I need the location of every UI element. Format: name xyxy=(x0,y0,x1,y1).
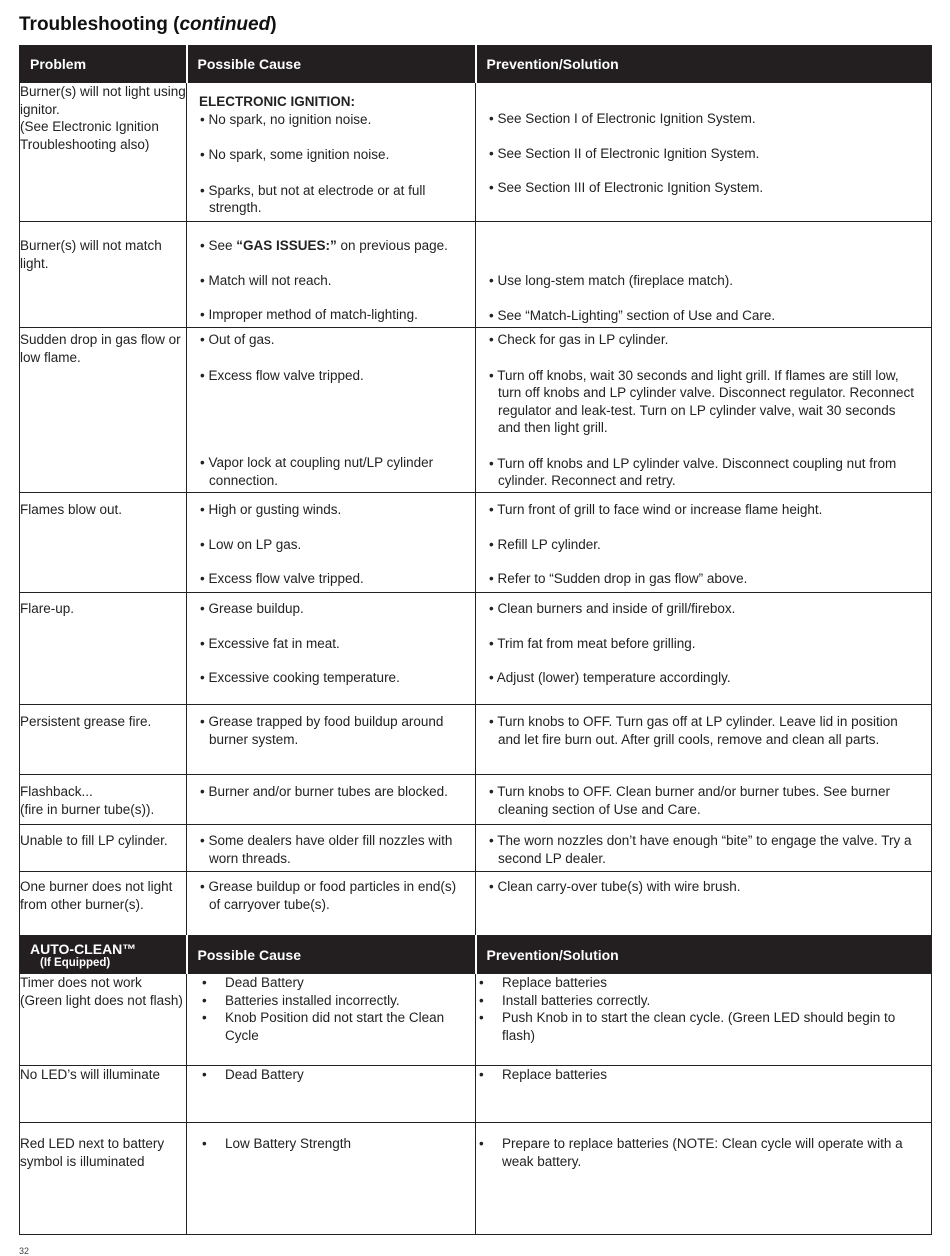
problem-cell: Red LED next to battery symbol is illuminated xyxy=(20,1123,187,1235)
cause-item: • Match will not reach. xyxy=(200,272,332,288)
cause-item: • Low on LP gas. xyxy=(200,536,302,552)
cause-cell xyxy=(187,1123,476,1235)
cause-item: • Vapor lock at coupling nut/LP cylinder connection. xyxy=(200,455,434,488)
solution-item: • Turn front of grill to face wind or increase flame height. xyxy=(489,502,823,517)
solution-cell xyxy=(476,493,932,593)
troubleshooting-table xyxy=(19,45,932,1235)
cause-item: • No spark, no ignition noise. xyxy=(200,111,372,127)
solution-item: • Turn off knobs and LP cylinder valve. Disconnect coupling nut from cylinder. Reconnect and retry. xyxy=(489,455,897,488)
table-row xyxy=(20,775,932,825)
cause-item: • No spark, some ignition noise. xyxy=(200,147,390,162)
problem-cell: Burner(s) will not light using ignitor. (See Electronic Ignition Troubleshooting also) xyxy=(20,83,187,222)
cause-cell xyxy=(187,705,476,775)
page-number: 32 xyxy=(19,1246,30,1256)
cause-item: • Burner and/or burner tubes are blocked. xyxy=(200,784,448,799)
header-cause: Possible Cause xyxy=(187,936,476,974)
solution-cell xyxy=(476,1123,932,1235)
cause-cell xyxy=(187,593,476,705)
cause-cell xyxy=(187,872,476,936)
table-row xyxy=(20,328,932,493)
cause-item: • Out of gas. xyxy=(200,332,275,347)
problem-cell: Flames blow out. xyxy=(20,493,187,593)
cause-item: • Excess flow valve tripped. xyxy=(200,367,364,383)
solution-item: • Refill LP cylinder. xyxy=(489,536,601,552)
header-solution: Prevention/Solution xyxy=(476,46,932,83)
solution-cell xyxy=(476,328,932,493)
solution-item: • Prepare to replace batteries (NOTE: Clean cycle will operate with a weak battery. xyxy=(476,1135,931,1170)
solution-item: • Clean burners and inside of grill/firebox. xyxy=(489,601,736,616)
solution-cell xyxy=(476,222,932,328)
cause-item: • High or gusting winds. xyxy=(200,502,342,517)
cause-item: • Some dealers have older fill nozzles with worn threads. xyxy=(200,833,453,866)
table-row xyxy=(20,872,932,936)
problem-cell: Burner(s) will not match light. xyxy=(20,222,187,328)
cause-item: • Batteries installed incorrectly. xyxy=(187,992,475,1010)
table-row xyxy=(20,825,932,872)
auto-clean-subtitle: (If Equipped) xyxy=(40,956,111,969)
solution-item: • See Section III of Electronic Ignition System. xyxy=(489,180,764,195)
table-row xyxy=(20,222,932,328)
cause-item: • Knob Position did not start the Clean Cycle xyxy=(187,1009,475,1044)
page-title: Troubleshooting (continued) xyxy=(19,14,277,35)
solution-cell xyxy=(476,872,932,936)
solution-item: • Turn off knobs, wait 30 seconds and light grill. If flames are still low, turn off knobs and LP cylinder valve. Disconnect regulator. Reconnect regulator and leak-test. Turn on LP cylinder valve, wait 30 seconds and then light grill. xyxy=(489,367,914,435)
cause-cell xyxy=(187,974,476,1066)
problem-cell: Persistent grease fire. xyxy=(20,705,187,775)
solution-item: • Turn knobs to OFF. Turn gas off at LP cylinder. Leave lid in position and let fire burn out. After grill cools, remove and clean all parts. xyxy=(489,714,898,747)
cause-item: • Grease buildup or food particles in end(s) of carryover tube(s). xyxy=(200,879,457,912)
solution-cell xyxy=(476,775,932,825)
solution-item: • See Section II of Electronic Ignition System. xyxy=(489,145,760,161)
solution-cell xyxy=(476,1066,932,1123)
solution-cell xyxy=(476,825,932,872)
cause-item: • Grease trapped by food buildup around burner system. xyxy=(200,714,444,747)
auto-clean-title: AUTO-CLEAN™ xyxy=(30,940,137,957)
problem-cell: Sudden drop in gas flow or low flame. xyxy=(20,328,187,493)
auto-clean-header xyxy=(20,936,932,974)
solution-item: • Refer to “Sudden drop in gas flow” above. xyxy=(489,571,748,586)
cause-cell xyxy=(187,825,476,872)
cause-item: • Excess flow valve tripped. xyxy=(200,571,364,586)
header-solution: Prevention/Solution xyxy=(476,936,932,974)
header-auto-clean xyxy=(20,936,187,974)
cause-heading: ELECTRONIC IGNITION: xyxy=(199,94,355,109)
solution-cell xyxy=(476,593,932,705)
cause-item: • Sparks, but not at electrode or at full strength. xyxy=(200,182,426,215)
cause-item: • See “GAS ISSUES:” on previous page. xyxy=(200,238,448,253)
solution-item: • See “Match-Lighting” section of Use and Care. xyxy=(489,307,776,323)
solution-item: • Check for gas in LP cylinder. xyxy=(489,332,669,347)
table-row xyxy=(20,83,932,222)
title-emphasis: continued xyxy=(179,14,271,35)
solution-cell xyxy=(476,974,932,1066)
header-cause: Possible Cause xyxy=(187,46,476,83)
solution-item: • The worn nozzles don’t have enough “bite” to engage the valve. Try a second LP dealer. xyxy=(489,833,912,866)
solution-item: • See Section I of Electronic Ignition System. xyxy=(489,111,756,126)
solution-item: • Trim fat from meat before grilling. xyxy=(489,635,696,651)
cause-cell xyxy=(187,83,476,222)
solution-item: • Clean carry-over tube(s) with wire brush. xyxy=(489,879,741,894)
cause-item: • Dead Battery xyxy=(187,1066,475,1084)
cause-item: • Excessive cooking temperature. xyxy=(200,670,400,685)
table-row xyxy=(20,493,932,593)
solution-item: • Push Knob in to start the clean cycle. (Green LED should begin to flash) xyxy=(476,1009,931,1044)
table-row xyxy=(20,1066,932,1123)
problem-cell: Flare-up. xyxy=(20,593,187,705)
problem-cell: One burner does not light from other burner(s). xyxy=(20,872,187,936)
cause-cell xyxy=(187,222,476,328)
header-problem: Problem xyxy=(20,46,187,83)
problem-cell: Flashback... (fire in burner tube(s)). xyxy=(20,775,187,825)
problem-cell: Timer does not work (Green light does not flash) xyxy=(20,974,187,1066)
table-row xyxy=(20,593,932,705)
solution-item: • Replace batteries xyxy=(476,1066,931,1084)
gas-issues-ref: “GAS ISSUES:” xyxy=(236,238,337,253)
problem-cell: Unable to fill LP cylinder. xyxy=(20,825,187,872)
cause-cell xyxy=(187,493,476,593)
table-header xyxy=(20,46,932,83)
cause-item: • Dead Battery xyxy=(187,974,475,992)
cause-cell xyxy=(187,328,476,493)
table-row xyxy=(20,1123,932,1235)
cause-item: • Improper method of match-lighting. xyxy=(200,307,418,322)
table-row xyxy=(20,705,932,775)
cause-cell xyxy=(187,1066,476,1123)
problem-cell: No LED’s will illuminate xyxy=(20,1066,187,1123)
table-row xyxy=(20,974,932,1066)
cause-item: • Low Battery Strength xyxy=(187,1135,475,1153)
solution-cell xyxy=(476,705,932,775)
solution-item: • Use long-stem match (fireplace match). xyxy=(489,273,734,288)
solution-item: • Install batteries correctly. xyxy=(476,992,931,1010)
cause-cell xyxy=(187,775,476,825)
solution-cell xyxy=(476,83,932,222)
cause-item: • Grease buildup. xyxy=(200,601,304,616)
solution-item: • Replace batteries xyxy=(476,974,931,992)
solution-item: • Adjust (lower) temperature accordingly. xyxy=(489,670,731,685)
solution-item: • Turn knobs to OFF. Clean burner and/or burner tubes. See burner cleaning section of Use and Care. xyxy=(489,784,890,817)
cause-item: • Excessive fat in meat. xyxy=(200,635,340,651)
